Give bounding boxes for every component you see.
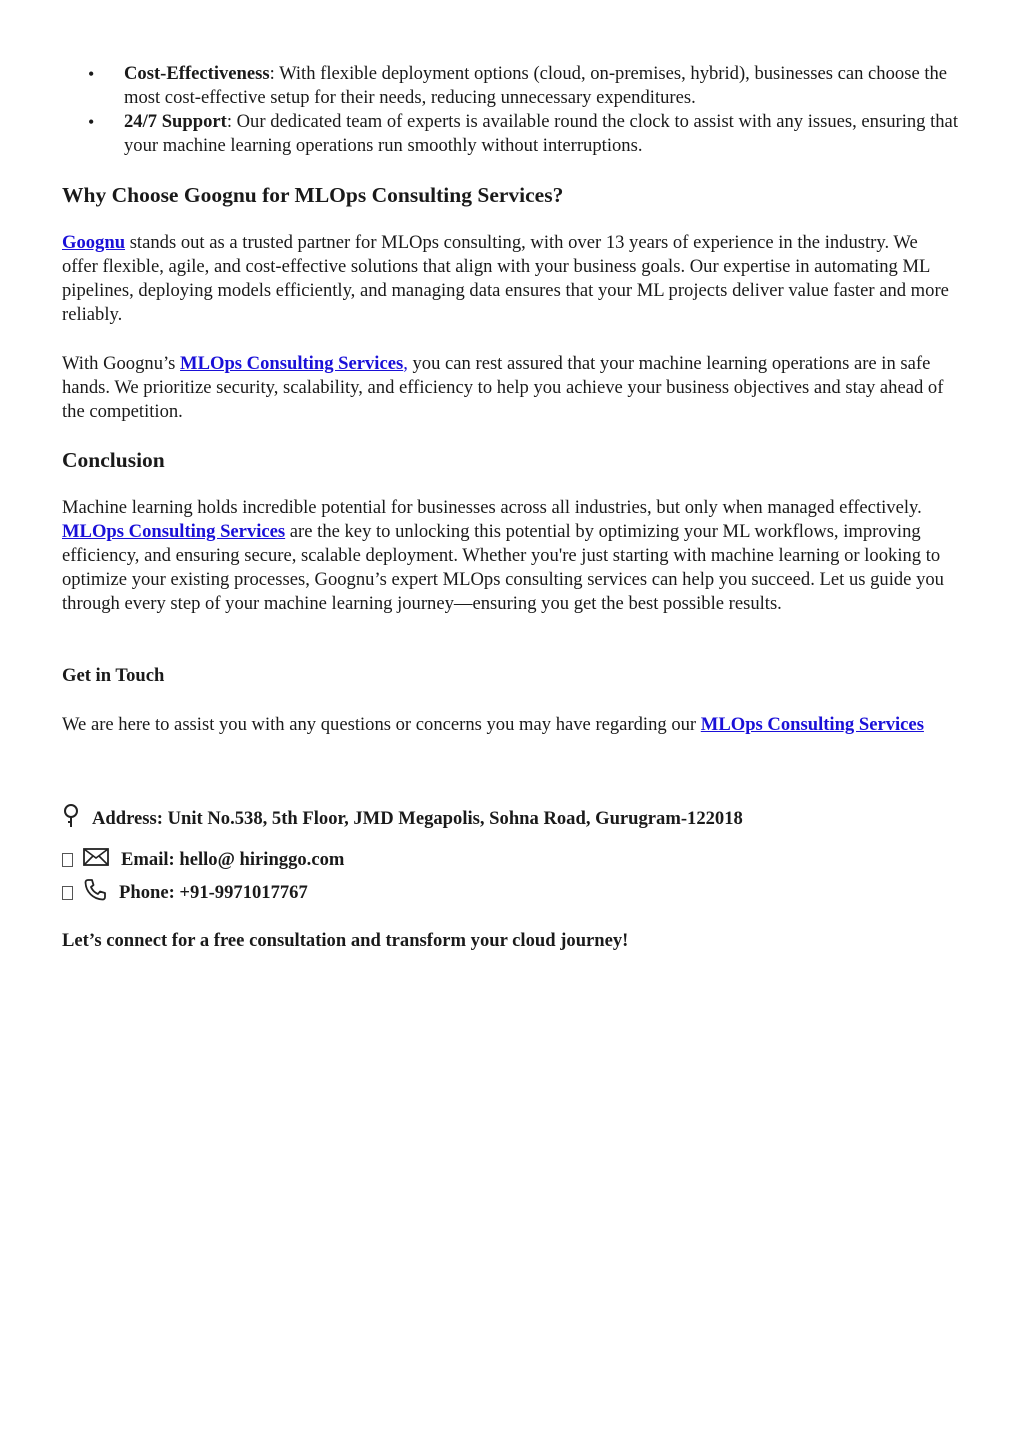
mlops-services-link[interactable]: MLOps Consulting Services bbox=[62, 521, 286, 542]
contact-intro bbox=[62, 713, 962, 737]
why-paragraph-2-lead: With Goognu’s bbox=[62, 353, 181, 374]
why-paragraph-1-text: stands out as a trusted partner for MLOps consulting, with over 13 years of experience in the industry. We offer flexible, agile, and cost-effective solutions that align with your business goals. Our expertise in automating ML pipelines, deploying models efficiently, and managing data ensures that your ML projects deliver value faster and more reliably. bbox=[62, 232, 949, 325]
link-comma[interactable]: , bbox=[403, 353, 408, 374]
goognu-link[interactable]: Goognu bbox=[62, 232, 126, 253]
benefits-list bbox=[62, 62, 962, 158]
email-text: Email: hello@ hiringgo.com bbox=[121, 849, 345, 870]
conclusion-lead: Machine learning holds incredible potential for businesses across all industries, but only when managed effectively. bbox=[62, 497, 922, 518]
bullet-term: 24/7 Support bbox=[124, 111, 227, 132]
missing-glyph-icon bbox=[62, 886, 73, 900]
call-to-action bbox=[62, 929, 952, 953]
why-section bbox=[62, 181, 952, 209]
mlops-services-link[interactable]: MLOps Consulting Services bbox=[180, 353, 404, 374]
contact-intro-text: We are here to assist you with any questions or concerns you may have regarding our bbox=[62, 714, 701, 735]
why-paragraph-2-text: you can rest assured that your machine learning operations are in safe hands. We prioritize security, scalability, and efficiency to help you achieve your business objectives and stay ahead of the competition. bbox=[62, 353, 944, 422]
bullet-text: : Our dedicated team of experts is available round the clock to assist with any issues, ensuring that your machine learning operations run smoothly without interruptions. bbox=[124, 111, 958, 156]
section-heading-why: Why Choose Goognu for MLOps Consulting Services? bbox=[62, 183, 564, 207]
missing-glyph-icon bbox=[62, 853, 73, 867]
envelope-icon bbox=[83, 848, 109, 872]
conclusion-section bbox=[62, 446, 952, 474]
list-item bbox=[62, 62, 962, 110]
cta-text: Let’s connect for a free consultation and transform your cloud journey! bbox=[62, 930, 629, 951]
mlops-services-link[interactable]: MLOps Consulting Services bbox=[700, 714, 924, 735]
phone-icon bbox=[83, 878, 107, 908]
why-paragraph-2 bbox=[62, 352, 952, 424]
conclusion-text: are the key to unlocking this potential by optimizing your ML workflows, improving efficiency, and ensuring secure, scalable deployment. Whether you're just starting with machine learning or looking to optimize your existing processes, Goognu’s expert MLOps consulting services can help you succeed. Let us guide you through every step of your machine learning journey—ensuring you get the best possible results. bbox=[62, 521, 944, 614]
address-line bbox=[62, 803, 743, 835]
phone-line bbox=[62, 878, 308, 908]
get-in-touch-section bbox=[62, 664, 952, 688]
section-heading-contact: Get in Touch bbox=[62, 665, 165, 686]
address-text: Address: Unit No.538, 5th Floor, JMD Megapolis, Sohna Road, Gurugram-122018 bbox=[92, 808, 743, 829]
location-pin-icon bbox=[62, 803, 80, 835]
section-heading-conclusion: Conclusion bbox=[62, 448, 165, 472]
email-line bbox=[62, 848, 344, 872]
why-paragraph-1 bbox=[62, 231, 952, 327]
bullet-term: Cost-Effectiveness bbox=[124, 63, 270, 84]
conclusion-paragraph bbox=[62, 496, 952, 616]
phone-text: Phone: +91-9971017767 bbox=[119, 882, 308, 903]
bullet-text: : With flexible deployment options (cloud, on-premises, hybrid), businesses can choose the most cost-effective setup for their needs, reducing unnecessary expenditures. bbox=[124, 63, 948, 108]
list-item bbox=[62, 110, 962, 158]
